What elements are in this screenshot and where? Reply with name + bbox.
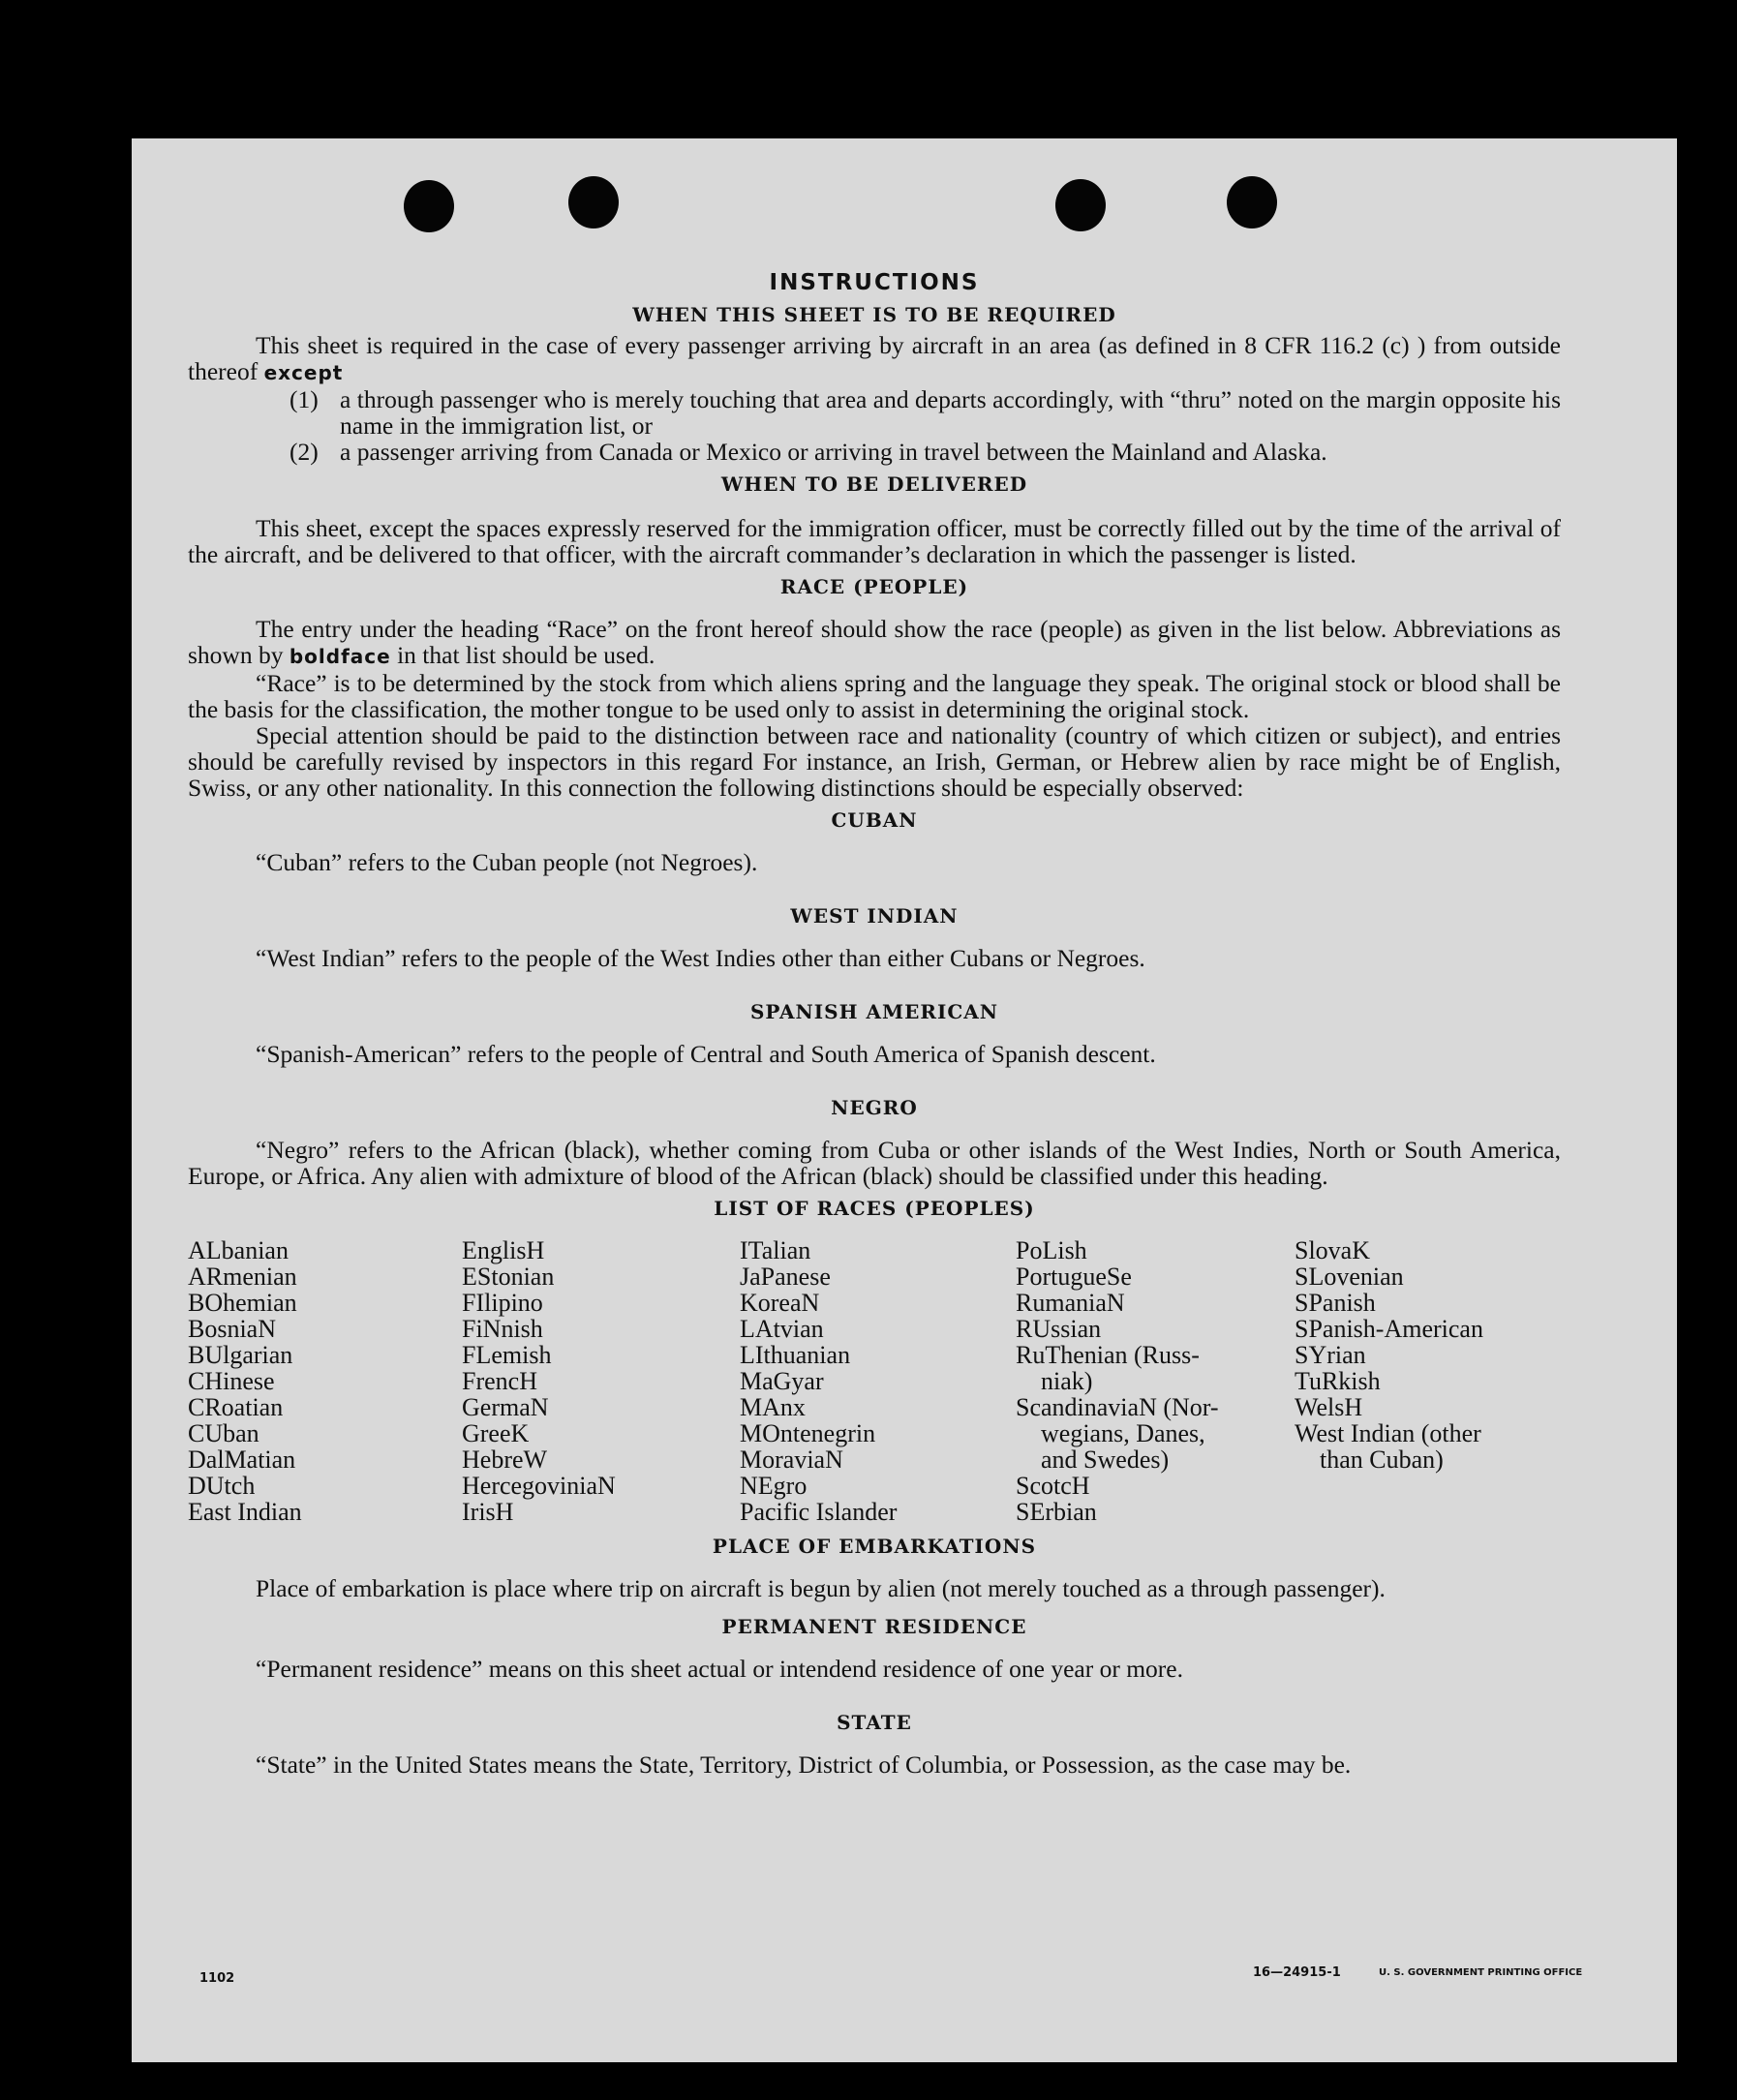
race-entry: ALbanian (188, 1236, 289, 1264)
boldface-word: boldface (289, 645, 391, 668)
race-entry: SYrian (1295, 1341, 1366, 1369)
race-entry: DalMatian (188, 1446, 296, 1474)
cuban-text: “Cuban” refers to the Cuban people (not Negroes). (256, 848, 758, 876)
race-entry: LAtvian (740, 1315, 824, 1343)
race-entry: CHinese (188, 1367, 275, 1395)
item-number: (2) (290, 438, 319, 466)
race-entry: GreeK (462, 1419, 530, 1447)
spanish-american-text: “Spanish-American” refers to the people of Central and South America of Spanish descent. (256, 1040, 1156, 1068)
race-entry: CRoatian (188, 1393, 284, 1421)
race-entry: West Indian (other (1295, 1419, 1481, 1447)
race-entry: ScandinaviaN (Nor- (1016, 1393, 1219, 1421)
race-entry: TuRkish (1295, 1367, 1381, 1395)
document-page (132, 138, 1677, 2062)
item-text: a passenger arriving from Canada or Mexico or arriving in travel between the Mainland and Alaska. (340, 438, 1327, 466)
section-heading-negro: NEGRO (831, 1096, 918, 1119)
race-entry: ARmenian (188, 1263, 297, 1291)
race-entry: HebreW (462, 1446, 548, 1474)
section-heading-cuban: CUBAN (831, 808, 918, 832)
embarkation-text: Place of embarkation is place where trip on aircraft is begun by alien (not merely touched as a through passenger). (256, 1574, 1386, 1602)
section-heading-when-required: WHEN THIS SHEET IS TO BE REQUIRED (632, 303, 1116, 326)
state-text: “State” in the United States means the State, Territory, District of Columbia, or Possession, as the case may be. (256, 1750, 1352, 1779)
race-entry: MaGyar (740, 1367, 824, 1395)
race-entry: SPanish-American (1295, 1315, 1483, 1343)
race-entry: HercegoviniaN (462, 1472, 616, 1500)
race-entry: LIthuanian (740, 1341, 851, 1369)
race-entry: ScotcH (1016, 1472, 1090, 1500)
section-heading-race: RACE (PEOPLE) (779, 575, 969, 598)
punch-hole (404, 180, 454, 232)
races-column (188, 1237, 462, 1525)
race-paragraph-3: Special attention should be paid to the distinction between race and nationality (country of which citizen or subject), and entries should be carefully revised by inspectors in this regard For instance, an Irish, German, or Hebrew alien by race might be of English, Swiss, or any other nationality. In this connection the following distinctions should be especially observed: (188, 721, 1561, 802)
list-item (290, 386, 1561, 439)
race-entry: PortugueSe (1016, 1263, 1132, 1291)
race-entry: RumaniaN (1016, 1289, 1125, 1317)
race-entry: BosniaN (188, 1315, 276, 1343)
race-entry: CUban (188, 1419, 259, 1447)
race-entry: BUlgarian (188, 1341, 293, 1369)
except-word: except (263, 361, 344, 384)
section-heading-permanent-residence: PERMANENT RESIDENCE (721, 1615, 1027, 1638)
race-entry: SlovaK (1295, 1236, 1370, 1264)
races-column (1016, 1237, 1295, 1525)
race-entry: MOntenegrin (740, 1419, 876, 1447)
race-entry: RuThenian (Russ- (1016, 1341, 1200, 1369)
punch-hole (1227, 176, 1277, 228)
item-number: (1) (290, 385, 319, 413)
item-text: a through passenger who is merely touching that area and departs accordingly, with “thru” noted on the margin opposite his name in the immigration list, or (340, 385, 1561, 440)
races-table (188, 1237, 1561, 1525)
race-entry: SLovenian (1295, 1263, 1404, 1291)
print-code: 16—24915-1 (1253, 1965, 1341, 1980)
section-heading-list-of-races: LIST OF RACES (PEOPLES) (714, 1197, 1035, 1220)
punch-hole (568, 176, 619, 228)
race-entry: ITalian (740, 1236, 811, 1264)
printer-credit: U. S. GOVERNMENT PRINTING OFFICE (1379, 1967, 1583, 1978)
race-entry: PoLish (1016, 1236, 1087, 1264)
race-entry: BOhemian (188, 1289, 297, 1317)
race-entry: FIlipino (462, 1289, 543, 1317)
intro-text: This sheet is required in the case of every passenger arriving by aircraft in an area (as defined in 8 CFR 116.2 (c) ) from outside thereof (188, 331, 1561, 385)
when-delivered-text: This sheet, except the spaces expressly reserved for the immigration officer, must be correctly filled out by the time of the arrival of the aircraft, and be delivered to that officer, with the aircraft commander’s declaration in which the passenger is listed. (188, 514, 1561, 568)
punch-hole (1055, 179, 1106, 231)
race-entry: JaPanese (740, 1263, 831, 1291)
race-entry: MAnx (740, 1393, 806, 1421)
race-entry: GermaN (462, 1393, 549, 1421)
races-column (1295, 1237, 1561, 1525)
race-p1-text-b: in that list should be used. (397, 641, 655, 669)
section-heading-west-indian: WEST INDIAN (790, 904, 959, 928)
list-item (290, 439, 1561, 465)
races-column (462, 1237, 740, 1525)
race-p1-text-a: The entry under the heading “Race” on the front hereof should show the race (people) as given in the list below. Abbreviations as shown by (188, 615, 1561, 669)
race-entry: IrisH (462, 1498, 514, 1526)
race-entry: East Indian (188, 1498, 302, 1526)
race-entry: Pacific Islander (740, 1498, 898, 1526)
race-entry: NEgro (740, 1472, 808, 1500)
race-entry: and Swedes) (1041, 1446, 1170, 1474)
west-indian-text: “West Indian” refers to the people of the West Indies other than either Cubans or Negroes. (256, 944, 1145, 972)
when-required-intro (188, 332, 1561, 386)
race-entry: SErbian (1016, 1498, 1097, 1526)
races-column (740, 1237, 1016, 1525)
race-entry: than Cuban) (1320, 1446, 1444, 1474)
race-entry: MoraviaN (740, 1446, 843, 1474)
race-paragraph-2: “Race” is to be determined by the stock from which aliens spring and the language they speak. The original stock or blood shall be the basis for the classification, the mother tongue to be used only to assist in determining the original stock. (188, 669, 1561, 723)
race-entry: FLemish (462, 1341, 552, 1369)
race-entry: KoreaN (740, 1289, 820, 1317)
permanent-residence-text: “Permanent residence” means on this sheet actual or intendend residence of one year or more. (256, 1655, 1183, 1683)
negro-text: “Negro” refers to the African (black), whether coming from Cuba or other islands of the West Indies, North or South America, Europe, or Africa. Any alien with admixture of blood of the African (black) should be classified under this heading. (188, 1136, 1561, 1190)
race-entry: DUtch (188, 1472, 256, 1500)
race-entry: EStonian (462, 1263, 555, 1291)
race-entry: RUssian (1016, 1315, 1102, 1343)
race-entry: FiNnish (462, 1315, 543, 1343)
race-entry: EnglisH (462, 1236, 545, 1264)
race-entry: SPanish (1295, 1289, 1376, 1317)
section-heading-when-delivered: WHEN TO BE DELIVERED (720, 472, 1028, 496)
exception-list (290, 386, 1561, 465)
instructions-content (188, 270, 1561, 1778)
section-heading-state: STATE (837, 1711, 912, 1734)
race-paragraph-1 (188, 616, 1561, 670)
race-entry: FrencH (462, 1367, 537, 1395)
section-heading-spanish-american: SPANISH AMERICAN (749, 1000, 999, 1023)
section-heading-embarkation: PLACE OF EMBARKATIONS (712, 1535, 1037, 1558)
race-entry: niak) (1041, 1367, 1093, 1395)
page-title: INSTRUCTIONS (769, 270, 980, 295)
race-entry: WelsH (1295, 1393, 1363, 1421)
race-entry: wegians, Danes, (1041, 1419, 1205, 1447)
form-number: 1102 (199, 1971, 235, 1986)
